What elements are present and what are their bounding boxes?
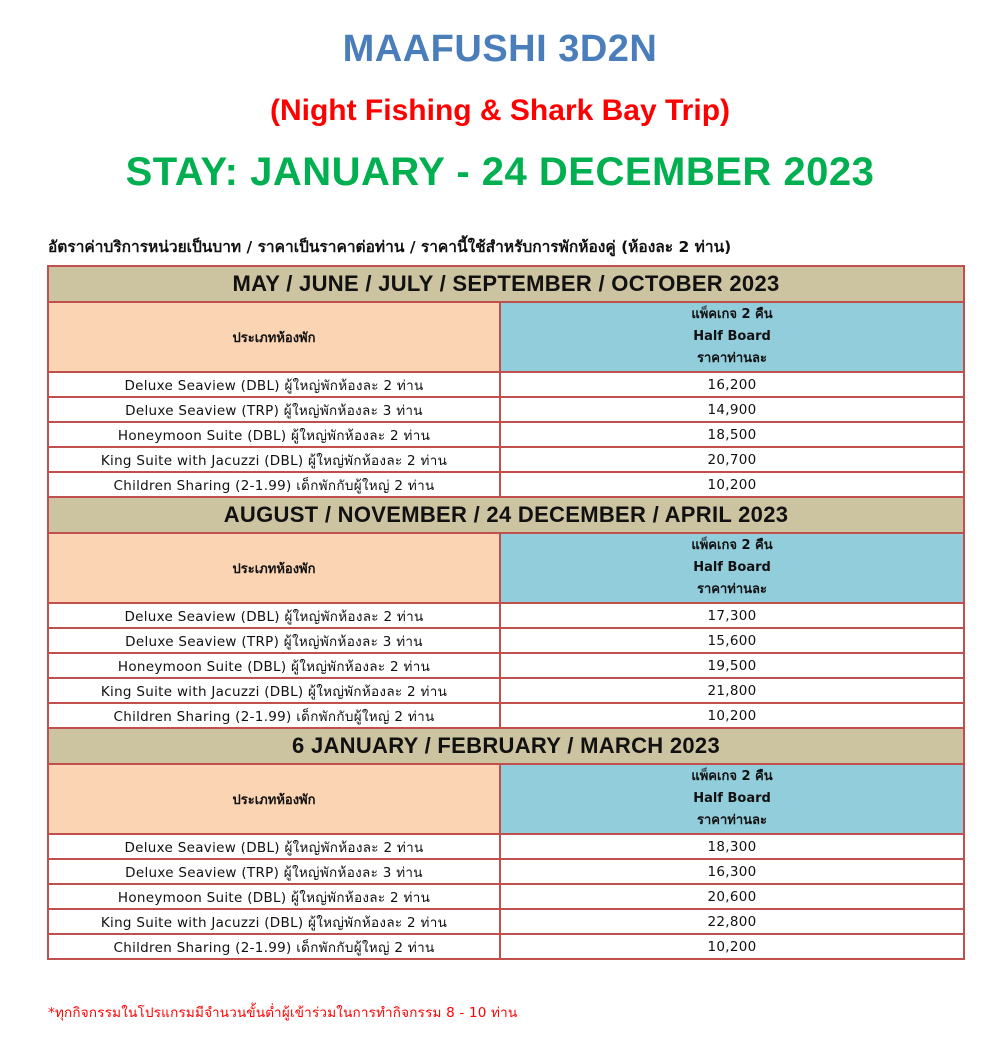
- table-row: [48, 934, 964, 959]
- room-type-cell: Deluxe Seaview (TRP) ผู้ใหญ่พักห้องละ 3 ท่าน: [48, 397, 500, 422]
- room-type-cell: Honeymoon Suite (DBL) ผู้ใหญ่พักห้องละ 2 ท่าน: [48, 653, 500, 678]
- footnote: *ทุกกิจกรรมในโปรแกรมมีจำนวนขั้นต่ำผู้เข้าร่วมในการทำกิจกรรม 8 - 10 ท่าน: [48, 1005, 518, 1021]
- season-row: [48, 728, 964, 764]
- table-row: [48, 653, 964, 678]
- season-title: MAY / JUNE / JULY / SEPTEMBER / OCTOBER 2023: [48, 266, 964, 302]
- table-row: [48, 834, 964, 859]
- table-row: [48, 397, 964, 422]
- room-type-header: ประเภทห้องพัก: [48, 764, 500, 834]
- table-row: [48, 703, 964, 728]
- room-type-cell: Deluxe Seaview (DBL) ผู้ใหญ่พักห้องละ 2 ท่าน: [48, 372, 500, 397]
- price-table: [47, 265, 965, 960]
- season-row: [48, 497, 964, 533]
- table-row: [48, 678, 964, 703]
- room-type-cell: Deluxe Seaview (DBL) ผู้ใหญ่พักห้องละ 2 ท่าน: [48, 603, 500, 628]
- stay-period: STAY: JANUARY - 24 DECEMBER 2023: [125, 150, 875, 194]
- package-header-line: Half Board: [693, 560, 771, 575]
- room-type-cell: Children Sharing (2-1.99) เด็กพักกับผู้ใหญ่ 2 ท่าน: [48, 472, 500, 497]
- price-cell: 10,200: [500, 703, 964, 728]
- room-type-cell: King Suite with Jacuzzi (DBL) ผู้ใหญ่พักห้องละ 2 ท่าน: [48, 447, 500, 472]
- season-row: [48, 266, 964, 302]
- table-row: [48, 472, 964, 497]
- price-cell: 21,800: [500, 678, 964, 703]
- table-row: [48, 909, 964, 934]
- price-cell: 18,500: [500, 422, 964, 447]
- page-title: MAAFUSHI 3D2N: [342, 28, 658, 70]
- package-header-line: แพ็คเกจ 2 คืน: [691, 769, 773, 784]
- table-row: [48, 422, 964, 447]
- price-cell: 16,300: [500, 859, 964, 884]
- table-row: [48, 603, 964, 628]
- room-type-header: ประเภทห้องพัก: [48, 533, 500, 603]
- header-row: [48, 533, 964, 603]
- package-header-line: ราคาท่านละ: [697, 813, 767, 828]
- price-cell: 22,800: [500, 909, 964, 934]
- room-type-cell: Children Sharing (2-1.99) เด็กพักกับผู้ใหญ่ 2 ท่าน: [48, 703, 500, 728]
- table-row: [48, 628, 964, 653]
- package-header-line: ราคาท่านละ: [697, 582, 767, 597]
- price-cell: 18,300: [500, 834, 964, 859]
- season-title: AUGUST / NOVEMBER / 24 DECEMBER / APRIL 2023: [48, 497, 964, 533]
- header-row: [48, 764, 964, 834]
- price-cell: 14,900: [500, 397, 964, 422]
- package-header-line: Half Board: [693, 329, 771, 344]
- table-row: [48, 859, 964, 884]
- table-row: [48, 884, 964, 909]
- pricing-note: อัตราค่าบริการหน่วยเป็นบาท / ราคาเป็นราคาต่อท่าน / ราคานี้ใช้สำหรับการพักห้องคู่ (ห้องละ 2 ท่าน): [48, 238, 732, 256]
- package-header-line: ราคาท่านละ: [697, 351, 767, 366]
- package-header-line: แพ็คเกจ 2 คืน: [691, 307, 773, 322]
- price-cell: 10,200: [500, 934, 964, 959]
- room-type-cell: Honeymoon Suite (DBL) ผู้ใหญ่พักห้องละ 2 ท่าน: [48, 422, 500, 447]
- package-header: [500, 533, 964, 603]
- price-cell: 20,600: [500, 884, 964, 909]
- price-cell: 16,200: [500, 372, 964, 397]
- table-row: [48, 372, 964, 397]
- price-cell: 17,300: [500, 603, 964, 628]
- page-subtitle: (Night Fishing & Shark Bay Trip): [269, 94, 731, 127]
- header-row: [48, 302, 964, 372]
- room-type-cell: Honeymoon Suite (DBL) ผู้ใหญ่พักห้องละ 2 ท่าน: [48, 884, 500, 909]
- package-header: [500, 302, 964, 372]
- room-type-cell: Deluxe Seaview (TRP) ผู้ใหญ่พักห้องละ 3 ท่าน: [48, 859, 500, 884]
- price-cell: 20,700: [500, 447, 964, 472]
- price-cell: 10,200: [500, 472, 964, 497]
- room-type-cell: Deluxe Seaview (DBL) ผู้ใหญ่พักห้องละ 2 ท่าน: [48, 834, 500, 859]
- price-cell: 15,600: [500, 628, 964, 653]
- package-header-line: Half Board: [693, 791, 771, 806]
- room-type-cell: Deluxe Seaview (TRP) ผู้ใหญ่พักห้องละ 3 ท่าน: [48, 628, 500, 653]
- room-type-cell: Children Sharing (2-1.99) เด็กพักกับผู้ใหญ่ 2 ท่าน: [48, 934, 500, 959]
- package-header-line: แพ็คเกจ 2 คืน: [691, 538, 773, 553]
- room-type-cell: King Suite with Jacuzzi (DBL) ผู้ใหญ่พักห้องละ 2 ท่าน: [48, 909, 500, 934]
- table-row: [48, 447, 964, 472]
- price-cell: 19,500: [500, 653, 964, 678]
- package-header: [500, 764, 964, 834]
- room-type-cell: King Suite with Jacuzzi (DBL) ผู้ใหญ่พักห้องละ 2 ท่าน: [48, 678, 500, 703]
- season-title: 6 JANUARY / FEBRUARY / MARCH 2023: [48, 728, 964, 764]
- room-type-header: ประเภทห้องพัก: [48, 302, 500, 372]
